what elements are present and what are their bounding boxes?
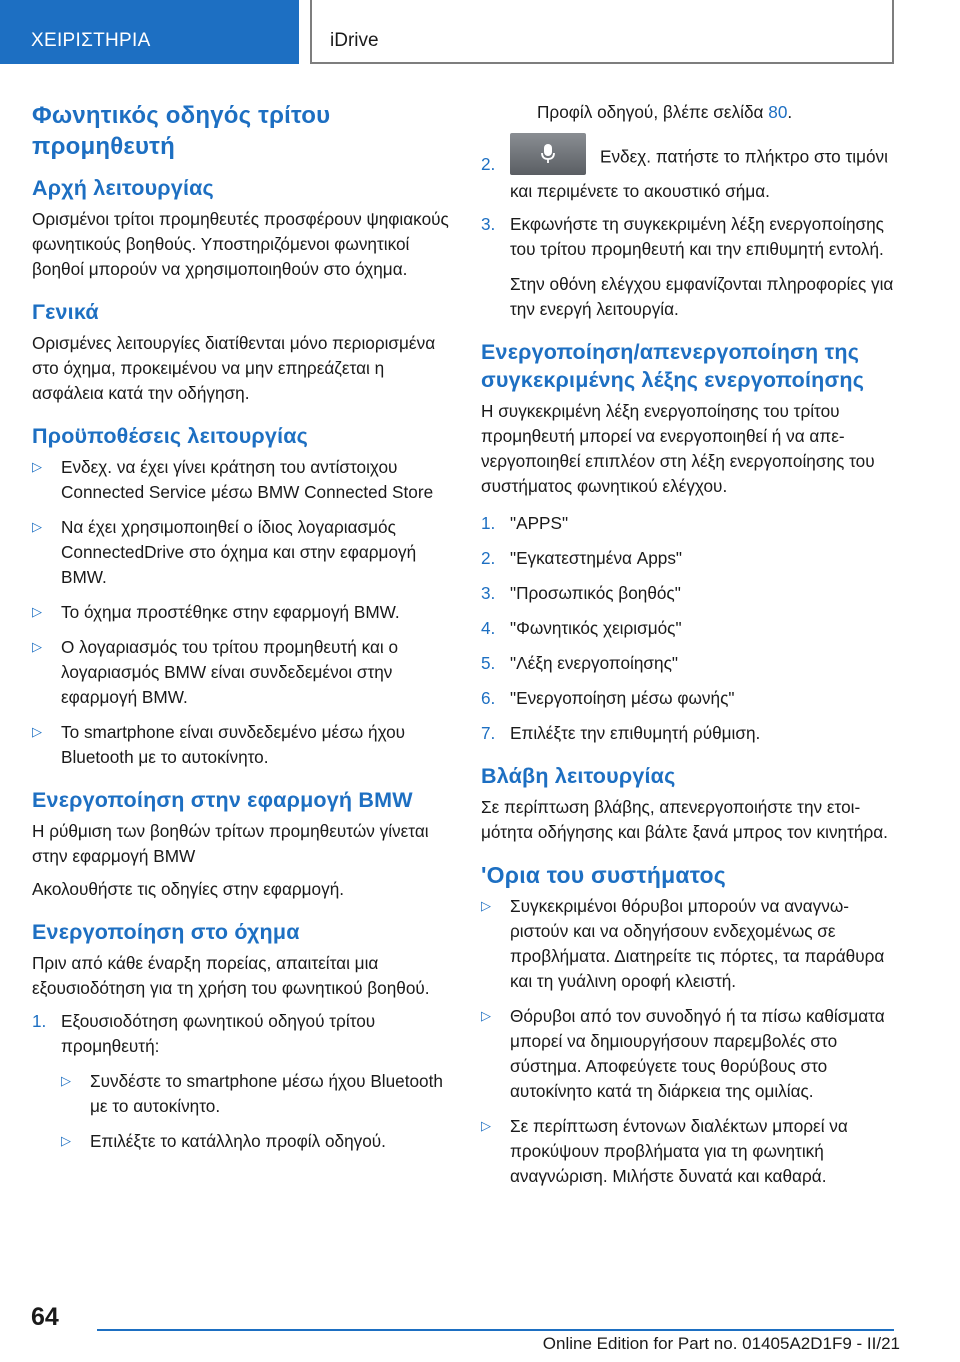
activation-steps-continued [481,137,901,262]
step-text: Ενδεχ. πατήστε το πλήκτρο στο τιμόνι και περιμένετε το ακουστικό σήμα. [510,146,888,201]
step-text: Εξουσιοδότηση φωνητικού οδηγού τρίτου προμηθευτή: [61,1011,376,1056]
list-item: ▷ Το smartphone είναι συνδεδεμένο μέσω ήχου Bluetooth με το αυτοκίνητο. [32,720,456,770]
list-item: ▷ Θόρυβοι από τον συνοδηγό ή τα πίσω καθίσματα μπορεί να δημιουργήσουν παρεμβολές στο σύστημα. Αποφεύγετε τους θορύβους στο αυτοκίνητο κατά τη διάρκεια της ομιλίας. [481,1004,901,1104]
step-item [481,212,901,262]
header-section-label: ΧΕΙΡΙΣΤΗΡΙΑ [31,30,151,51]
step-text: "Φωνητικός χειρισμός" [510,618,682,638]
left-column [32,100,456,1164]
footer-divider [97,1329,894,1331]
step-number: 4. [481,618,496,638]
step-item [481,137,901,204]
right-column [481,100,901,1199]
step-number: 2. [481,548,496,568]
footer-edition: Online Edition for Part no. 01405A2D1F9 - II/21 [542,1334,900,1353]
wake-word-steps [481,511,901,746]
prerequisites-list [32,455,456,770]
list-item: ▷ Ο λογαριασμός του τρίτου προμηθευτή και ο λογαριασμός BMW είναι συνδεδεμένοι στην εφαρμογή BMW. [32,635,456,710]
step-number: 7. [481,723,496,743]
list-item: ▷ Ενδεχ. να έχει γίνει κράτηση του αντίστοιχου Connected Service μέσω BMW Connected Store [32,455,456,505]
paragraph-function: Ορισμένοι τρίτοι προμηθευτές προσφέρουν ψηφιακούς φωνητικούς βοηθούς. Υποστηριζόμενοι φωνητικοί βοηθοί μπορούν να χρησιμοποιηθούν στο όχημα. [32,209,449,279]
step-number: 2. [481,154,496,174]
header-section-tab [0,0,299,64]
step-number: 1. [32,1011,47,1031]
step-item [481,686,901,711]
heading-system-limits: 'Ορια του συστήματος [481,862,726,888]
step-item [32,1009,456,1059]
step-number: 6. [481,688,496,708]
step-text: "APPS" [510,513,569,533]
list-item: ▷ Το όχημα προστέθηκε στην εφαρμογή BMW. [32,600,456,625]
step-text: Επιλέξτε την επιθυμητή ρύθμιση. [510,723,761,743]
list-item: ▷ Συνδέστε το smartphone μέσω ήχου Bluetooth με το αυτοκίνητο. [61,1069,456,1119]
paragraph-activation-app-2: Ακολουθήστε τις οδηγίες στην εφαρμογή. [32,879,345,899]
step3-note: Στην οθόνη ελέγχου εμφανίζονται πληροφορίες για την ενεργή λειτουργία. [510,274,894,319]
step-item [481,511,901,536]
list-item: ▷ Συγκεκριμένοι θόρυβοι μπορούν να αναγνωριστούν και να οδηγήσουν ενδεχομένως σε προβλήματα. Διατηρείτε τις πόρτες, τα παράθυρα και τη γυάλινη οροφή κλειστή. [481,894,901,994]
heading-function: Αρχή λειτουργίας [32,176,214,200]
heading-activation-vehicle: Ενεργοποίηση στο όχημα [32,920,300,944]
list-item: ▷ Να έχει χρησιμοποιηθεί ο ίδιος λογαριασμός ConnectedDrive στο όχημα και στην εφαρμογή BMW. [32,515,456,590]
header-chapter-label: iDrive [330,30,379,51]
list-item: ▷ Επιλέξτε το κατάλληλο προφίλ οδηγού. [61,1129,456,1154]
paragraph-wake-word: Η συγκεκριμένη λέξη ενεργοποίησης του τρίτου προμηθευτή μπορεί να ενεργοποιηθεί ή να απενεργοποιηθεί επιπλέον στη λέξη ενεργοποίησης του συστήματος φωνητικού ελέγχου. [481,401,875,496]
paragraph-activation-vehicle: Πριν από κάθε έναρξη πορείας, απαιτείται μια εξουσιοδότηση για τη χρήση του φωνητικού βοηθού. [32,953,430,998]
step-number: 3. [481,214,496,234]
profile-reference-text: Προφίλ οδηγού, βλέπε σελίδα [537,102,769,122]
step-text: "Λέξη ενεργοποίησης" [510,653,678,673]
step-item [481,721,901,746]
profile-reference-end: . [787,102,793,122]
step-item [481,546,901,571]
paragraph-activation-app-1: Η ρύθμιση των βοηθών τρίτων προμηθευτών γίνεται στην εφαρμογή BMW [32,821,429,866]
header-chapter-tab [310,0,894,64]
microphone-icon [510,133,586,175]
profile-reference [537,100,901,125]
paragraph-general: Ορισμένες λειτουργίες διατίθενται μόνο περιορισμένα στο όχημα, προκειμένου να μην επηρεάζεται η ασφάλεια κατά την οδήγηση. [32,333,436,403]
heading-wake-word: Ενεργοποίηση/απενεργοποίηση της συγκεκριμένης λέξης ενεργοποίησης [481,340,865,392]
heading-general: Γενικά [32,300,99,324]
page-number: 64 [31,1303,59,1331]
heading-fault: Βλάβη λειτουργίας [481,764,676,788]
step-item [481,651,901,676]
page-link[interactable]: 80 [768,102,788,122]
activation-steps [32,1009,456,1059]
step-number: 5. [481,653,496,673]
step-number: 3. [481,583,496,603]
step-text: "Εγκατεστημένα Apps" [510,548,683,568]
list-item: ▷ Σε περίπτωση έντονων διαλέκτων μπορεί να προκύψουν προβλήματα για τη φωνητική αναγνώριση. Μιλήστε δυνατά και καθαρά. [481,1114,901,1189]
step-item [481,616,901,641]
heading-activation-app: Ενεργοποίηση στην εφαρμογή BMW [32,788,413,812]
step1-sub-list [61,1069,456,1154]
microphone-glyph [540,143,556,165]
step-text: "Ενεργοποίηση μέσω φωνής" [510,688,735,708]
step-item [481,581,901,606]
step-text: "Προσωπικός βοηθός" [510,583,681,603]
system-limits-list [481,894,901,1189]
heading-prerequisites: Προϋποθέσεις λειτουργίας [32,424,309,448]
step-number: 1. [481,513,496,533]
page-title: Φωνητικός οδηγός τρίτου προμηθευτή [32,102,331,160]
paragraph-fault: Σε περίπτωση βλάβης, απενεργοποιήστε την ετοιμότητα οδήγησης και βάλτε ξανά μπρος τον κινητήρα. [481,797,888,842]
step-text: Εκφωνήστε τη συγκεκριμένη λέξη ενεργοποίησης του τρίτου προμηθευτή και την επιθυμητή εντολή. [510,214,884,259]
